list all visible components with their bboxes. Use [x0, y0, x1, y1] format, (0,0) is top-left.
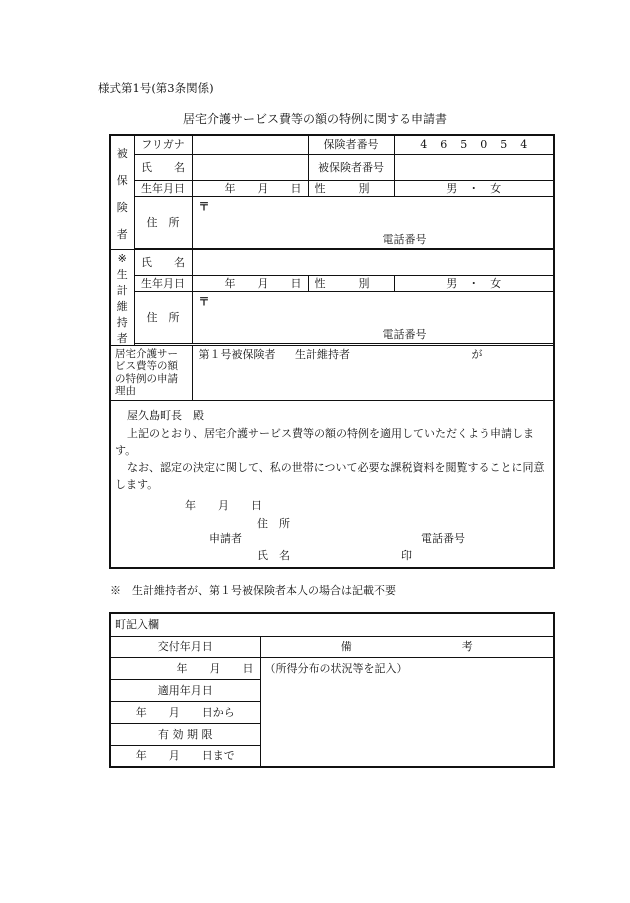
insured-sex-options[interactable]: 男 ・ 女 — [394, 180, 554, 196]
application-table — [109, 134, 555, 569]
applicant-phone-label: 電話番号 — [421, 531, 465, 545]
remarks-hint: （所得分布の状況等を記入） — [264, 661, 408, 675]
form-number: 様式第1号(第3条関係) — [98, 81, 214, 95]
validity-label: 有 効 期 限 — [110, 723, 260, 745]
apply-from-field[interactable]: 年 月 日から — [110, 701, 260, 723]
declaration-block — [110, 400, 554, 568]
insurer-number-value: 4 6 5 0 5 4 — [394, 135, 554, 154]
applicant-name-label: 氏 名 — [257, 548, 290, 562]
insured-name-label: 氏 名 — [134, 154, 192, 180]
postal-mark: 〒 — [198, 294, 210, 308]
supporter-section-label: ※ 生 計 維 持 者 — [110, 249, 134, 345]
town-use-table — [109, 612, 555, 768]
remarks-label: 備 考 — [260, 636, 554, 657]
supporter-name-label: 氏 名 — [134, 249, 192, 275]
insured-number-label: 被保険者番号 — [308, 154, 394, 180]
apply-date-label: 適用年月日 — [110, 679, 260, 701]
application-date[interactable]: 年 月 日 — [185, 498, 262, 512]
supporter-dob-label: 生年月日 — [134, 275, 192, 291]
postal-mark: 〒 — [198, 199, 210, 213]
issue-date-field[interactable]: 年 月 日 — [110, 657, 260, 679]
insured-phone-label: 電話番号 — [382, 232, 427, 246]
validity-until-field[interactable]: 年 月 日まで — [110, 745, 260, 767]
supporter-address-label: 住 所 — [134, 291, 192, 344]
insurer-number-label: 保険者番号 — [308, 135, 394, 154]
reason-text-ga: が — [471, 347, 483, 361]
reason-label: 居宅介護サービス費等の額の特例の申請理由 — [110, 345, 192, 400]
supporter-name-field[interactable] — [192, 249, 554, 275]
seal-mark: 印 — [401, 548, 412, 562]
form-title: 居宅介護サービス費等の額の特例に関する申請書 — [182, 112, 447, 126]
supporter-address-field[interactable] — [192, 291, 554, 344]
remarks-field[interactable] — [260, 657, 554, 767]
supporter-sex-options[interactable]: 男 ・ 女 — [394, 275, 554, 291]
insured-dob-label: 生年月日 — [134, 180, 192, 196]
declaration-para-1: 上記のとおり、居宅介護サービス費等の額の特例を適用していただくよう申請します。 — [115, 426, 534, 457]
supporter-sex-label: 性 別 — [308, 275, 394, 291]
insured-number-boxes[interactable] — [394, 154, 554, 180]
reason-text-supporter: 生計維持者 — [295, 347, 350, 361]
footnote: ※ 生計維持者が、第１号被保険者本人の場合は記載不要 — [110, 584, 396, 597]
insured-section-label: 被 保 険 者 — [110, 135, 134, 249]
supporter-phone-label: 電話番号 — [382, 327, 427, 341]
addressee: 屋久島町長 殿 — [127, 408, 204, 422]
insured-address-field[interactable] — [192, 196, 554, 248]
town-use-title: 町記入欄 — [110, 613, 554, 636]
applicant-address-label: 住 所 — [257, 516, 290, 530]
reason-field[interactable] — [192, 345, 554, 400]
applicant-label: 申請者 — [209, 531, 242, 545]
insured-sex-label: 性 別 — [308, 180, 394, 196]
insured-address-label: 住 所 — [134, 196, 192, 248]
furigana-label: フリガナ — [134, 135, 192, 154]
insured-name-field[interactable] — [192, 154, 308, 180]
reason-text-first-insured: 第１号被保険者 — [198, 347, 276, 361]
declaration-para-2: なお、認定の決定に関して、私の世帯について必要な課税資料を閲覧することに同意します。 — [115, 460, 545, 491]
furigana-field[interactable] — [192, 135, 308, 154]
insured-dob-field[interactable]: 年 月 日 — [192, 180, 308, 196]
issue-date-label: 交付年月日 — [110, 636, 260, 657]
supporter-dob-field[interactable]: 年 月 日 — [192, 275, 308, 291]
